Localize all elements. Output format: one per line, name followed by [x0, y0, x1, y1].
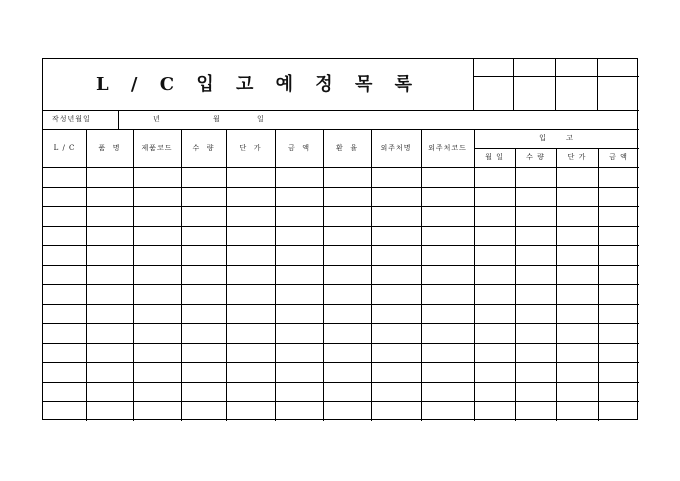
approval-box-header-line: [473, 76, 639, 77]
table-row: [43, 284, 639, 285]
col-header-quantity: 수 량: [192, 144, 215, 152]
col-header-receipt-unit-price: 단 가: [567, 153, 587, 161]
table-row: [43, 323, 639, 324]
col-header-amount: 금 액: [288, 144, 310, 152]
column-line: [421, 129, 422, 421]
receipt-group-header: 입 고: [539, 134, 574, 142]
col-header-receipt-quantity: 수 량: [526, 153, 545, 161]
table-row: [43, 401, 639, 402]
table-row: [43, 304, 639, 305]
approval-box-divider: [473, 59, 474, 110]
column-line: [133, 129, 134, 421]
column-line: [474, 129, 475, 421]
title-separator: [43, 110, 639, 111]
table-row: [43, 382, 639, 383]
column-line: [275, 129, 276, 421]
col-header-vendor-name: 외주처명: [380, 144, 412, 152]
table-row: [43, 245, 639, 246]
column-line: [371, 129, 372, 421]
date-day: 일: [257, 115, 265, 123]
column-line: [181, 129, 182, 421]
lc-receipt-schedule-form: [42, 58, 638, 420]
col-header-product-code: 제품코드: [141, 144, 173, 152]
date-year: 년: [153, 115, 161, 123]
col-header-exchange-rate: 환 율: [336, 144, 358, 152]
column-line: [323, 129, 324, 421]
table-row: [43, 226, 639, 227]
col-header-item-name: 품 명: [98, 144, 121, 152]
table-row: [43, 206, 639, 207]
form-title: L / C 입 고 예 정 목 록: [95, 74, 421, 95]
col-header-unit-price: 단 가: [239, 144, 262, 152]
col-header-vendor-code: 외주처코드: [428, 144, 467, 152]
date-label-divider: [118, 110, 119, 129]
col-header-lc: L / C: [53, 144, 76, 152]
approval-box-divider: [513, 59, 514, 110]
table-row: [43, 167, 639, 168]
table-row: [43, 265, 639, 266]
approval-box-divider: [555, 59, 556, 110]
date-month: 월: [213, 115, 221, 123]
column-line: [86, 129, 87, 421]
column-line: [226, 129, 227, 421]
table-row: [43, 187, 639, 188]
table-row: [43, 343, 639, 344]
table-row: [43, 362, 639, 363]
approval-box-divider: [597, 59, 598, 110]
date-label: 작성년월일: [52, 115, 91, 123]
col-header-receipt-amount: 금 액: [609, 153, 628, 161]
col-header-receipt-date: 월 일: [485, 153, 504, 161]
